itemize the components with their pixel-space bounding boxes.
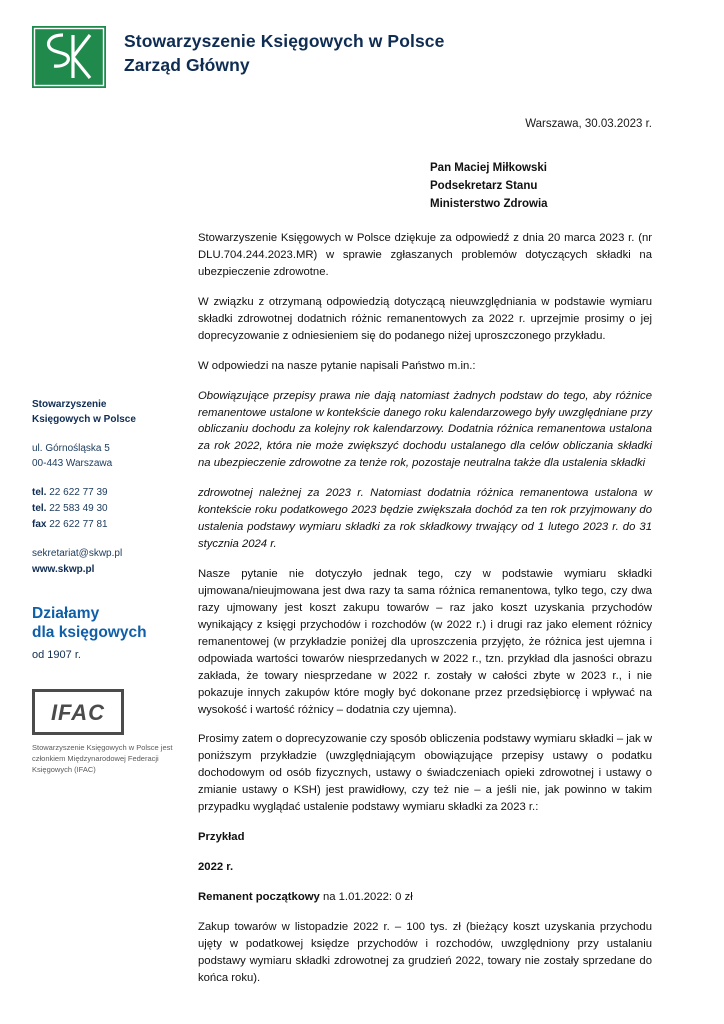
sidebar-slogan-line2: dla księgowych [32, 624, 147, 642]
organization-name: Stowarzyszenie Księgowych w Polsce [124, 31, 445, 51]
addressee-block [430, 160, 724, 213]
addressee-name: Pan Maciej Miłkowski [430, 162, 547, 174]
sidebar-address-city: 00-443 Warszawa [32, 458, 113, 469]
sidebar-slogan-line1: Działamy [32, 605, 100, 622]
organization-subtitle: Zarząd Główny [124, 54, 250, 75]
sidebar-tel-2-value: 22 583 49 30 [49, 503, 108, 514]
sidebar-fax-value: 22 622 77 81 [49, 519, 108, 530]
sidebar-slogan [32, 604, 192, 643]
sidebar-org-name-line1: Stowarzyszenie [32, 399, 107, 410]
ifac-logo-icon [32, 689, 124, 735]
example-year: 2022 r. [198, 861, 234, 874]
letter-body [198, 230, 652, 1000]
paragraph-3: W odpowiedzi na nasze pytanie napisali Państwo m.in.: [198, 359, 476, 372]
paragraph-6: Zakup towarów w listopadzie 2022 r. – 100 tys. zł (bieżący koszt uzyskania przychodu ujęty w podatkowej księdze przychodów i rozchodów, uwzględniony przy ustalaniu podstawy wymiaru składki zdrowotnej za grudzień 2022, towary nie zostały sprzedane do końca roku). [198, 920, 652, 984]
remanent-label: Remanent początkowy [198, 891, 320, 903]
sidebar-tel-2 [32, 501, 192, 517]
sidebar-tel-2-label: tel. [32, 503, 47, 514]
skwp-logo-icon [32, 26, 106, 88]
sidebar-tel-1-label: tel. [32, 487, 47, 498]
quote-part-1: Obowiązujące przepisy prawa nie dają natomiast żadnych podstaw do tego, aby różnice remanentowe ustalone w kontekście danego roku kalendarzowego były uwzględniane przy obliczaniu dochodu za kolejny rok kalendarzowy. Dodatnia różnica remanentowa ustalona za rok 2022, która nie może zwiększyć dochodu ustalanego dla celów obliczania składki na ubezpieczenie zdrowotne za tenże rok, pozostaje neutralna także dla ustalenia składki [198, 389, 652, 470]
paragraph-4: Nasze pytanie nie dotyczyło jednak tego, czy w podstawie wymiaru składki ujmowana/nieujmowana jest dwa razy ta sama różnica remanentowa, tylko tego, czy dwa razy ujmowany jest koszt zakupu towarów – raz jako koszt uzyskania przychodów wynikający z księgi przychodów i rozchodów (w 2022 r.) i drugi raz jako element różnicy remanentowej (w przykładzie poniżej dla uproszczenia przyjęto, że różnica jest ujemna i odpowiada wartości towarów niesprzedanych w 2022 r., tzn. przykład dla jasności obrazu zakłada, że towary niesprzedane w 2022 r. zostały w całości zbyte w 2023 r., i nie pokazuje innych zakupów które mogły być dokonane przez przedsiębiorcę i wpływać na wysokość i wartość różnicy – dodatnia czy ujemna). [198, 568, 652, 716]
paragraph-2: W związku z otrzymaną odpowiedzią dotyczącą nieuwzględniania w podstawie wymiaru składki zdrowotnej dodatnich różnic remanentowych za 2022 r. uprzejmie prosimy o jej doprecyzowanie z odniesieniem się do podanego niżej uproszczonego przykładu. [198, 295, 652, 342]
sidebar-email[interactable]: sekretariat@skwp.pl [32, 548, 123, 559]
sidebar-fax-label: fax [32, 519, 47, 530]
remanent-value: na 1.01.2022: 0 zł [322, 891, 413, 903]
date-line: Warszawa, 30.03.2023 r. [525, 118, 652, 130]
sidebar-fax [32, 517, 192, 533]
addressee-position: Podsekretarz Stanu [430, 179, 538, 192]
paragraph-1: Stowarzyszenie Księgowych w Polsce dziękuje za odpowiedź z dnia 20 marca 2023 r. (nr DLU.704.244.2023.MR) w sprawie zgłaszanych problemów dotyczących składki na ubezpieczenie zdrowotne. [198, 232, 652, 278]
sidebar-tel-1-value: 22 622 77 39 [49, 487, 108, 498]
sidebar-org-name [32, 398, 192, 427]
quote-part-2: zdrowotnej należnej za 2023 r. Natomiast dodatnia różnica remanentowa ustalona w kontekście roku podatkowego 2023 będzie zwiększała dochód za ten rok przyjmowany do ustalenia podstawy wymiaru składki za rok składkowy trwający od 1 lutego 2023 r. do 31 stycznia 2024 r. [198, 487, 652, 551]
sidebar-tel-1 [32, 485, 192, 501]
document-header [0, 0, 724, 88]
addressee-institution: Ministerstwo Zdrowia [430, 197, 548, 210]
paragraph-5: Prosimy zatem o doprecyzowanie czy sposób obliczenia podstawy wymiaru składki – jak w poniższym przykładzie (uwzględniającym obowiązujące przepisy ustawy o podatku dochodowym od osób fizycznych, ustawy o świadczeniach opieki zdrowotnej i ustawy o zmianie ustawy o KSH) jest prawidłowy, czy też nie – a jeśli nie, jak powinno w takim przypadku wyglądać ustalenie podstawy wymiaru składki za 2023 r.: [198, 733, 652, 814]
example-heading: Przykład [198, 831, 245, 844]
sidebar-website[interactable]: www.skwp.pl [32, 564, 95, 575]
sidebar-address-street: ul. Górnośląska 5 [32, 443, 110, 454]
sidebar-since: od 1907 r. [32, 648, 81, 661]
sidebar-address [32, 441, 192, 471]
sidebar-online [32, 546, 192, 578]
sidebar-org-name-line2: Księgowych w Polsce [32, 413, 136, 425]
sidebar-contacts [32, 485, 192, 533]
remanent-line [198, 889, 652, 906]
ifac-logo-text: IFAC [50, 699, 106, 725]
letterhead-sidebar [32, 398, 192, 776]
organization-title [124, 24, 444, 77]
ifac-membership-note: Stowarzyszenie Księgowych w Polsce jest członkiem Międzynarodowej Federacji Księgowych (IFAC) [32, 743, 173, 774]
